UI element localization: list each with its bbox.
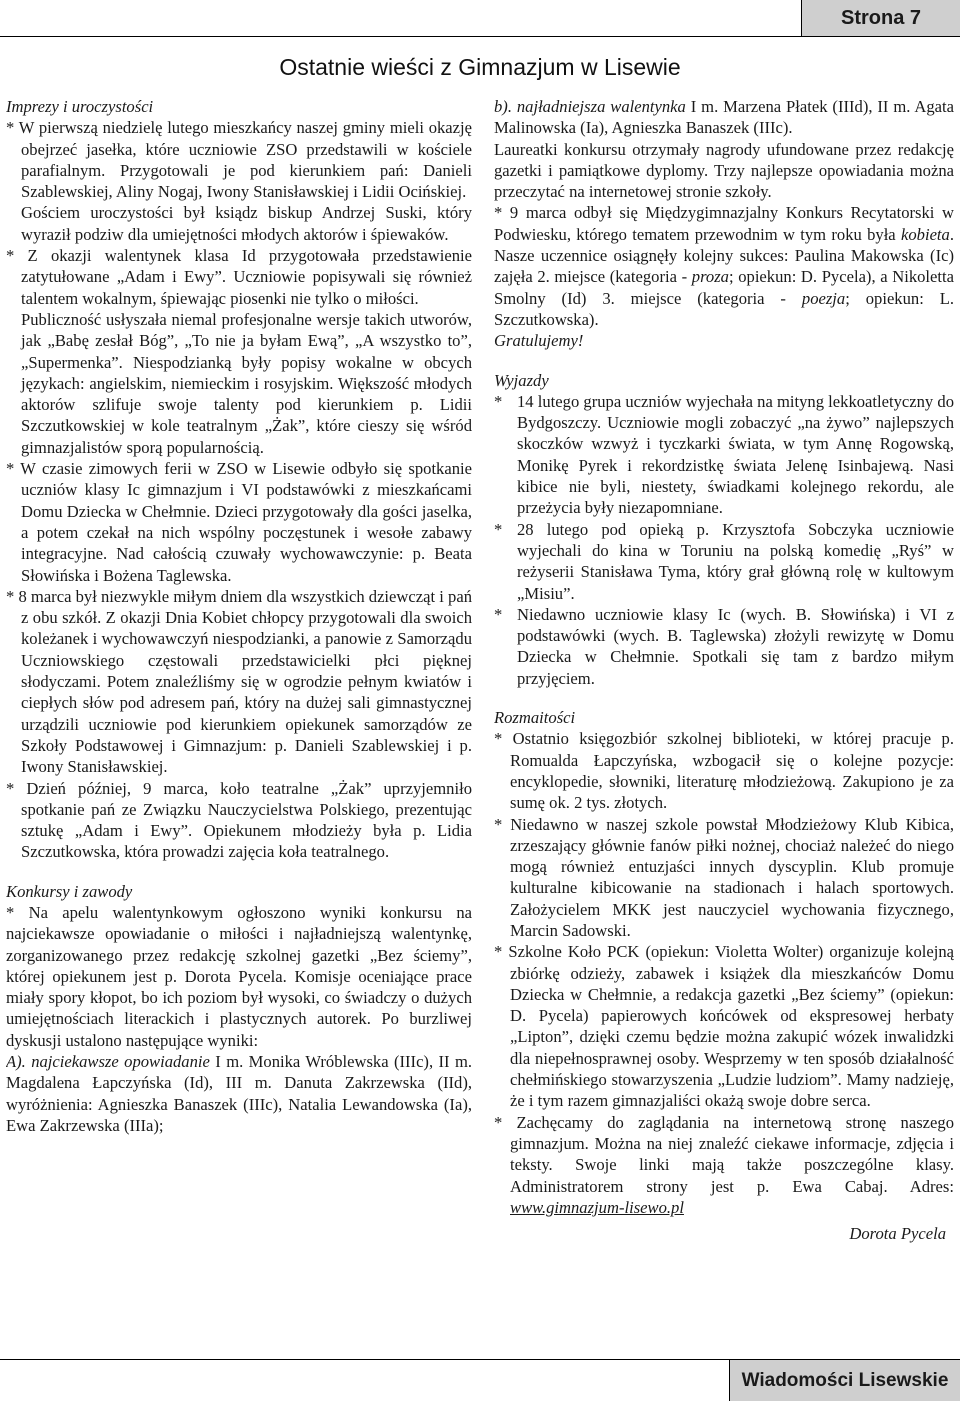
paragraph-walentynka-results: b). najładniejsza walentynka I m. Marzena Płatek (IIId), II m. Agata Malinowska (Ia), Agnieszka Banaszek (IIIc). — [494, 97, 954, 138]
list-item-dom-dziecka: * Niedawno uczniowie klasy Ic (wych. B. Słowińska) i VI z podstawówki (wych. B. Taglewska) złożyli rewizytę w Domu Dziecka w Chełmnie. Spotkali się tam z bardzo miłym przyjęciem. — [494, 604, 954, 688]
section-heading-wyjazdy: Wyjazdy — [494, 370, 549, 390]
paragraph-recytatorski: * 9 marca odbył się Międzygimnazjalny Konkurs Recytatorski w Podwiesku, którego tematem przewodnim w tym roku była kobieta. Nasze uczennice osiągnęły kolejny sukces: Paulina Makowska (Ic) zajęła 2. miejsce (kategoria - proza; opiekun: D. Pycela), a Nikoletta Smolny (Id) 3. miejsce (kategoria - poezja; opiekun: L. Szczutkowska). — [494, 203, 954, 329]
left-column — [6, 96, 472, 1342]
paragraph-biblioteka: * Ostatnio księgozbiór szkolnej biblioteki, w której pracuje p. Romualda Łapczyńska, wzbogacił się o kolejne pozycje: encyklopedie, słowniki, literaturę młodzieżową. Zakupiono je za sumę ok. 2 tys. złotych. — [494, 729, 954, 813]
bottom-rule — [0, 1359, 730, 1360]
section-heading-konkursy: Konkursy i zawody — [6, 881, 133, 901]
list-item-kino: * 28 lutego pod opieką p. Krzysztofa Sobczyka uczniowie wyjechali do kina w Toruniu na polską komedię „Ryś” w reżyserii Stanisława Tyma, który grał główną rolę w kultowym „Misiu”. — [494, 519, 954, 603]
footer-publication-title: Wiadomości Lisewskie — [729, 1359, 960, 1401]
page-number-label: Strona 7 — [801, 0, 960, 37]
paragraph-jaselka: * W pierwszą niedzielę lutego mieszkańcy naszej gminy mieli okazję obejrzeć jasełka, które uczniowie ZSO przedstawili w kościele parafialnym. Przygotowali je pod kierunkiem pań: Danieli Szablewskiej, Aliny Nogaj, Iwony Stanisławskiej i Lidii Ocińskiej. — [6, 118, 472, 202]
paragraph-klub-kibica: * Niedawno w naszej szkole powstał Młodzieżowy Klub Kibica, zrzeszający głównie fanów piłki nożnej, chociaż należeć do niego mogą również entuzjaści innych dyscyplin. Klub promuje kulturalne kibicowanie na stadionach i halach sportowych. Założycielem MKK jest nauczyciel wychowania fizycznego, Marcin Sadowski. — [494, 814, 954, 940]
paragraph-teatr-zak: * Dzień później, 9 marca, koło teatralne „Żak” uprzyjemniło spotkanie pań ze Związku Nauczycielstwa Polskiego, prezentując sztukę „Adam i Ewy”. Opiekunem młodzieży była p. Lidia Szczutkowska, która prowadzi zajęcia koła teatralnego. — [6, 778, 472, 862]
paragraph-bishop: Gościem uroczystości był ksiądz biskup Andrzej Suski, który wyraził podziw dla umiejętności młodych aktorów i śpiewaków. — [21, 203, 472, 244]
list-item-mityng: * 14 lutego grupa uczniów wyjechała na mityng lekkoatletyczny do Bydgoszczy. Uczniowie mogli zobaczyć „na żywo” najlepszych skoczków wzwyż i tyczkarki świata, w tym Annę Rogowską, Monikę Pyrek i rekordzistkę świata Jelenę Isinbajewą. Nasi kibice nie byli, niestety, świadkami kolejnego rekordu, ale przeżycia były niezapomniane. — [494, 391, 954, 518]
gratulacje-text: Gratulujemy! — [494, 331, 584, 351]
paragraph-konkurs-wyniki: * Na apelu walentynkowym ogłoszono wyniki konkursu na najciekawsze opowiadanie o miłości i najładniejszą walentynkę, zorganizowanego przez redakcję szkolnej gazetki „Bez ściemy”, której opiekunem jest p. Dorota Pycela. Komisje oceniające prace miały spory kłopot, bo ich poziom był wysoki, co świadczy o dużych umiejętnościach literackich i plastycznych autorek. Po burzliwej dyskusji ustalono następujące wyniki: — [6, 902, 472, 1050]
paragraph-konkurs-opowiadanie: A). najciekawsze opowiadanie I m. Monika Wróblewska (IIIc), II m. Magdalena Łapczyńska (Id), III m. Danuta Zakrzewska (IId), wyróżnienia: Agnieszka Banaszek (IIIc), Natalia Lewandowska (Ia), Ewa Zakrzewska (IIIa); — [6, 1052, 472, 1135]
section-heading-rozmaitosci: Rozmaitości — [494, 708, 576, 728]
paragraph-pck: * Szkolne Koło PCK (opiekun: Violetta Wolter) organizuje kolejną zbiórkę odzieży, zabawek i książek dla mieszkańców Domu Dziecka w Chełmnie, a redakcja gazetki „Bez ściemy” (opiekun: D. Pycela) papierowych końcówek od ekspresowej herbaty „Lipton”, dzięki czemu będzie można zakupić wózek inwalidzki dla niepełnosprawnej osoby. Wesprzemy w ten sposób działalność chełmińskiego stowarzyszenia „Ludzie ludziom”. Mamy nadzieję, że i tym razem gimnazjaliści okażą swoje dobre serca. — [494, 942, 954, 1111]
paragraph-walentynki: * Z okazji walentynek klasa Id przygotowała przedstawienie zatytułowane „Adam i Ewy”. Uczniowie popisywali się również talentem wokalnym, śpiewając piosenki nie tylko o miłości. — [6, 246, 472, 308]
paragraph-publicznosc: Publiczność usłyszała niemal profesjonalne wersje takich utworów, jak „Babę zesłał Bóg”, „To nie ja byłam Ewą”, „A wszystko to”, „Supermenka”. Niespodzianką były popisy wokalne w obcych językach: angielskim, niemieckim i rosyjskim. Większość młodych aktorów szlifuje swoje talenty pod kierunkiem p. Lidii Szczutkowskiej w kole teatralnym „Żak”, które cieszy się wśród gimnazjalistów sporą popularnością. — [21, 309, 472, 457]
paragraph-dzien-kobiet: * 8 marca był niezwykle miłym dniem dla wszystkich dziewcząt i pań z obu szkół. Z okazji Dnia Kobiet chłopcy przygotowali dla swoich koleżanek i wychowawczyń niespodzianki, a panowie z Samorządu Uczniowskiego częstowali przedstawicielki płci pięknej słodyczami. Potem znaleźliśmy się w ogrodzie pełnym kwiatów i ciepłych słów pod adresem pań, który na dużej sali gimnastycznej urządzili uczniowie pod kierunkiem opiekunek samorządów ze Szkoły Podstawowej i Gimnazjum: p. Danieli Szablewskiej i p. Iwony Stanisławskiej. — [6, 586, 472, 777]
paragraph-ferie: * W czasie zimowych ferii w ZSO w Lisewie odbyło się spotkanie uczniów klasy Ic gimnazjum i VI podstawówki z mieszkańcami Domu Dziecka w Chełmnie. Dzieci przygotowały dla gości jaselka, a potem czekał na nich wspólny poczęstunek i wesołe zabawy integracyjne. Nad całością czuwały wychowawczynie: p. Beata Słowińska i Bożena Taglewska. — [6, 459, 472, 585]
article-headline: Ostatnie wieści z Gimnazjum w Lisewie — [279, 54, 681, 80]
right-column — [494, 96, 954, 1342]
author-signature: Dorota Pycela — [849, 1224, 946, 1244]
paragraph-strona-internetowa: * Zachęcamy do zaglądania na internetową stronę naszego gimnazjum. Można na niej znaleźć ciekawe informacje, zdjęcia i teksty. Swoje linki mają także poszczególne klasy. Administratorem strony jest p. Ewa Cabaj. Adres: www.gimnazjum-lisewo.pl — [494, 1112, 954, 1217]
top-rule — [0, 36, 960, 37]
website-link[interactable]: www.gimnazjum-lisewo.pl — [510, 1197, 684, 1217]
paragraph-laureatki: Laureatki konkursu otrzymały nagrody ufundowane przez redakcję gazetki i pamiątkowe dyplomy. Trzy najlepsze opowiadania można przeczytać na internetowej stronie szkoły. — [494, 139, 954, 202]
section-heading-imprezy: Imprezy i uroczystości — [6, 97, 154, 116]
